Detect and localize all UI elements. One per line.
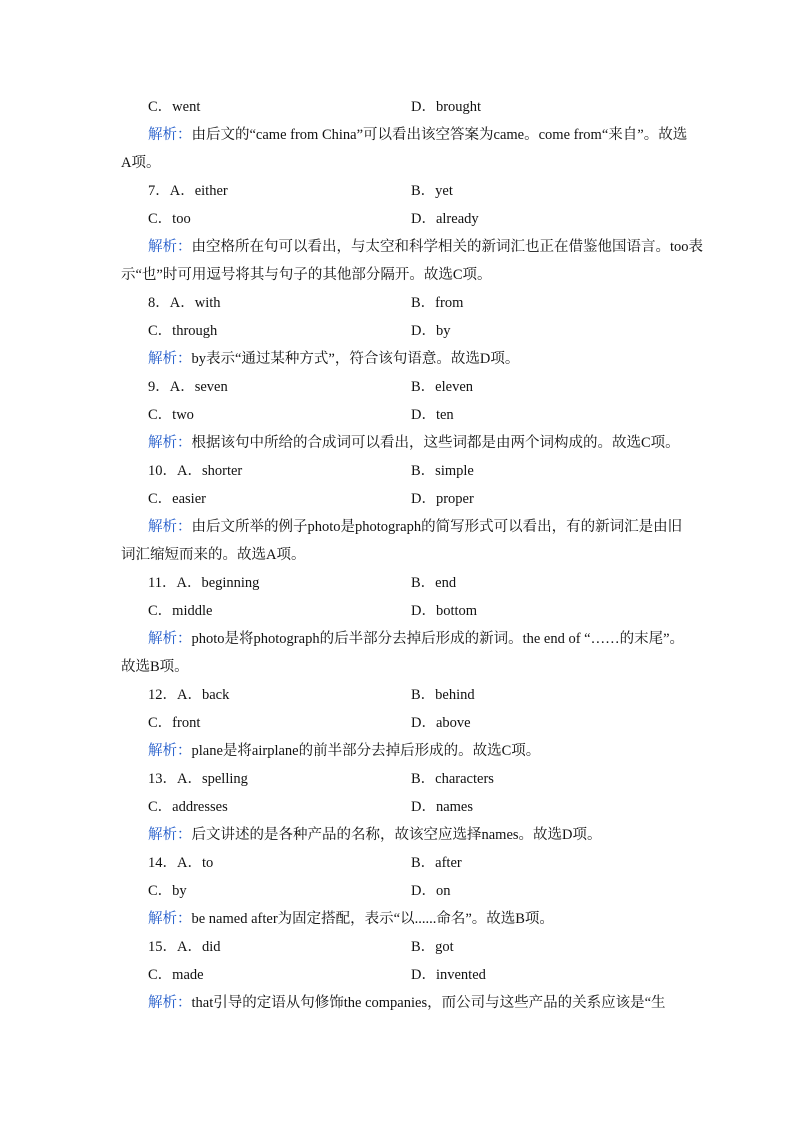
explanation: [0, 429, 800, 457]
explanation: [0, 625, 800, 653]
explanation-label: 解析：: [148, 519, 192, 535]
explanation-text-cont: A项。: [121, 155, 161, 171]
explanation: [0, 989, 800, 1017]
option-d: D．names: [411, 799, 474, 815]
options-row: [0, 597, 800, 625]
explanation: [0, 345, 800, 373]
explanation: [0, 233, 800, 261]
option-b: B．simple: [411, 463, 474, 479]
option-c: C．middle: [148, 603, 213, 619]
options-row: [0, 933, 800, 961]
option-b: B．from: [411, 295, 464, 311]
explanation-label: 解析：: [148, 827, 192, 843]
explanation-text: 后文讲述的是各种产品的名称，故该空应选择names。故选D项。: [191, 827, 602, 843]
option-b: B．yet: [411, 183, 453, 199]
explanation-text: photo是将photograph的后半部分去掉后形成的新词。the end of “……的末尾”。: [191, 631, 685, 647]
option-b: B．got: [411, 939, 454, 955]
option-a: A．shorter: [177, 463, 243, 479]
explanation: [0, 905, 800, 933]
explanation-label: 解析：: [148, 995, 192, 1011]
options-row: [0, 849, 800, 877]
option-d: D．above: [411, 715, 471, 731]
explanation-text: by表示“通过某种方式”，符合该句语意。故选D项。: [191, 351, 520, 367]
option-d: D．bottom: [411, 603, 478, 619]
option-a: A．seven: [169, 379, 228, 395]
explanation: [0, 821, 800, 849]
option-d: D．by: [411, 323, 451, 339]
explanation-text: be named after为固定搭配，表示“以......命名”。故选B项。: [191, 911, 554, 927]
question-number: 8．: [148, 295, 170, 311]
option-d: D．invented: [411, 967, 486, 983]
question-number: 12．: [148, 687, 177, 703]
option-a: A．spelling: [177, 771, 248, 787]
options-row: [0, 205, 800, 233]
options-row: [0, 373, 800, 401]
options-row: [0, 289, 800, 317]
question-number: 14．: [148, 855, 177, 871]
explanation: [0, 737, 800, 765]
option-a: A．with: [169, 295, 221, 311]
option-c: C．through: [148, 323, 218, 339]
option-a: A．beginning: [176, 575, 260, 591]
explanation-continued: [0, 149, 800, 177]
question-number: 15．: [148, 939, 177, 955]
option-c: C．went: [148, 99, 201, 115]
options-row: [0, 457, 800, 485]
options-row: [0, 793, 800, 821]
option-b: B．characters: [411, 771, 494, 787]
option-a: A．either: [169, 183, 228, 199]
options-row: [0, 961, 800, 989]
explanation-label: 解析：: [148, 239, 192, 255]
option-c: C．easier: [148, 491, 206, 507]
option-c: C．addresses: [148, 799, 228, 815]
explanation-label: 解析：: [148, 631, 192, 647]
question-number: 11．: [148, 575, 177, 591]
explanation-label: 解析：: [148, 911, 192, 927]
options-row: [0, 569, 800, 597]
options-row: [0, 401, 800, 429]
option-a: A．to: [177, 855, 214, 871]
question-number: 7．: [148, 183, 170, 199]
explanation-label: 解析：: [148, 743, 192, 759]
explanation-text-cont: 故选B项。: [121, 659, 189, 675]
option-c: C．made: [148, 967, 204, 983]
option-a: A．did: [177, 939, 221, 955]
explanation-text: 由后文所举的例子photo是photograph的简写形式可以看出，有的新词汇是由旧: [191, 519, 683, 535]
option-d: D．already: [411, 211, 479, 227]
option-a: A．back: [177, 687, 230, 703]
explanation-text-cont: 词汇缩短而来的。故选A项。: [121, 547, 306, 563]
options-row: [0, 765, 800, 793]
explanation-text: 根据该句中所给的合成词可以看出，这些词都是由两个词构成的。故选C项。: [191, 435, 680, 451]
question-number: 13．: [148, 771, 177, 787]
option-b: B．end: [411, 575, 457, 591]
option-b: B．eleven: [411, 379, 474, 395]
question-number: 10．: [148, 463, 177, 479]
option-b: B．after: [411, 855, 462, 871]
options-row: [0, 681, 800, 709]
option-d: D．brought: [411, 99, 482, 115]
explanation-text: 由空格所在句可以看出，与太空和科学相关的新词汇也正在借鉴他国语言。too表: [191, 239, 704, 255]
explanation-label: 解析：: [148, 351, 192, 367]
options-row: [0, 93, 800, 121]
option-c: C．front: [148, 715, 201, 731]
explanation-text: that引导的定语从句修饰the companies，而公司与这些产品的关系应该是“生: [191, 995, 666, 1011]
explanation-continued: [0, 653, 800, 681]
explanation-text-cont: 示“也”时可用逗号将其与句子的其他部分隔开。故选C项。: [121, 267, 492, 283]
explanation: [0, 513, 800, 541]
options-row: [0, 317, 800, 345]
option-c: C．by: [148, 883, 187, 899]
explanation-continued: [0, 541, 800, 569]
explanation-continued: [0, 261, 800, 289]
option-d: D．proper: [411, 491, 474, 507]
option-d: D．ten: [411, 407, 454, 423]
explanation: [0, 121, 800, 149]
explanation-text: 由后文的“came from China”可以看出该空答案为came。come from“来自”。故选: [191, 127, 688, 143]
options-row: [0, 709, 800, 737]
option-d: D．on: [411, 883, 451, 899]
option-c: C．two: [148, 407, 194, 423]
explanation-label: 解析：: [148, 435, 192, 451]
option-b: B．behind: [411, 687, 475, 703]
options-row: [0, 177, 800, 205]
explanation-text: plane是将airplane的前半部分去掉后形成的。故选C项。: [191, 743, 541, 759]
options-row: [0, 485, 800, 513]
explanation-label: 解析：: [148, 127, 192, 143]
options-row: [0, 877, 800, 905]
question-number: 9．: [148, 379, 170, 395]
option-c: C．too: [148, 211, 191, 227]
